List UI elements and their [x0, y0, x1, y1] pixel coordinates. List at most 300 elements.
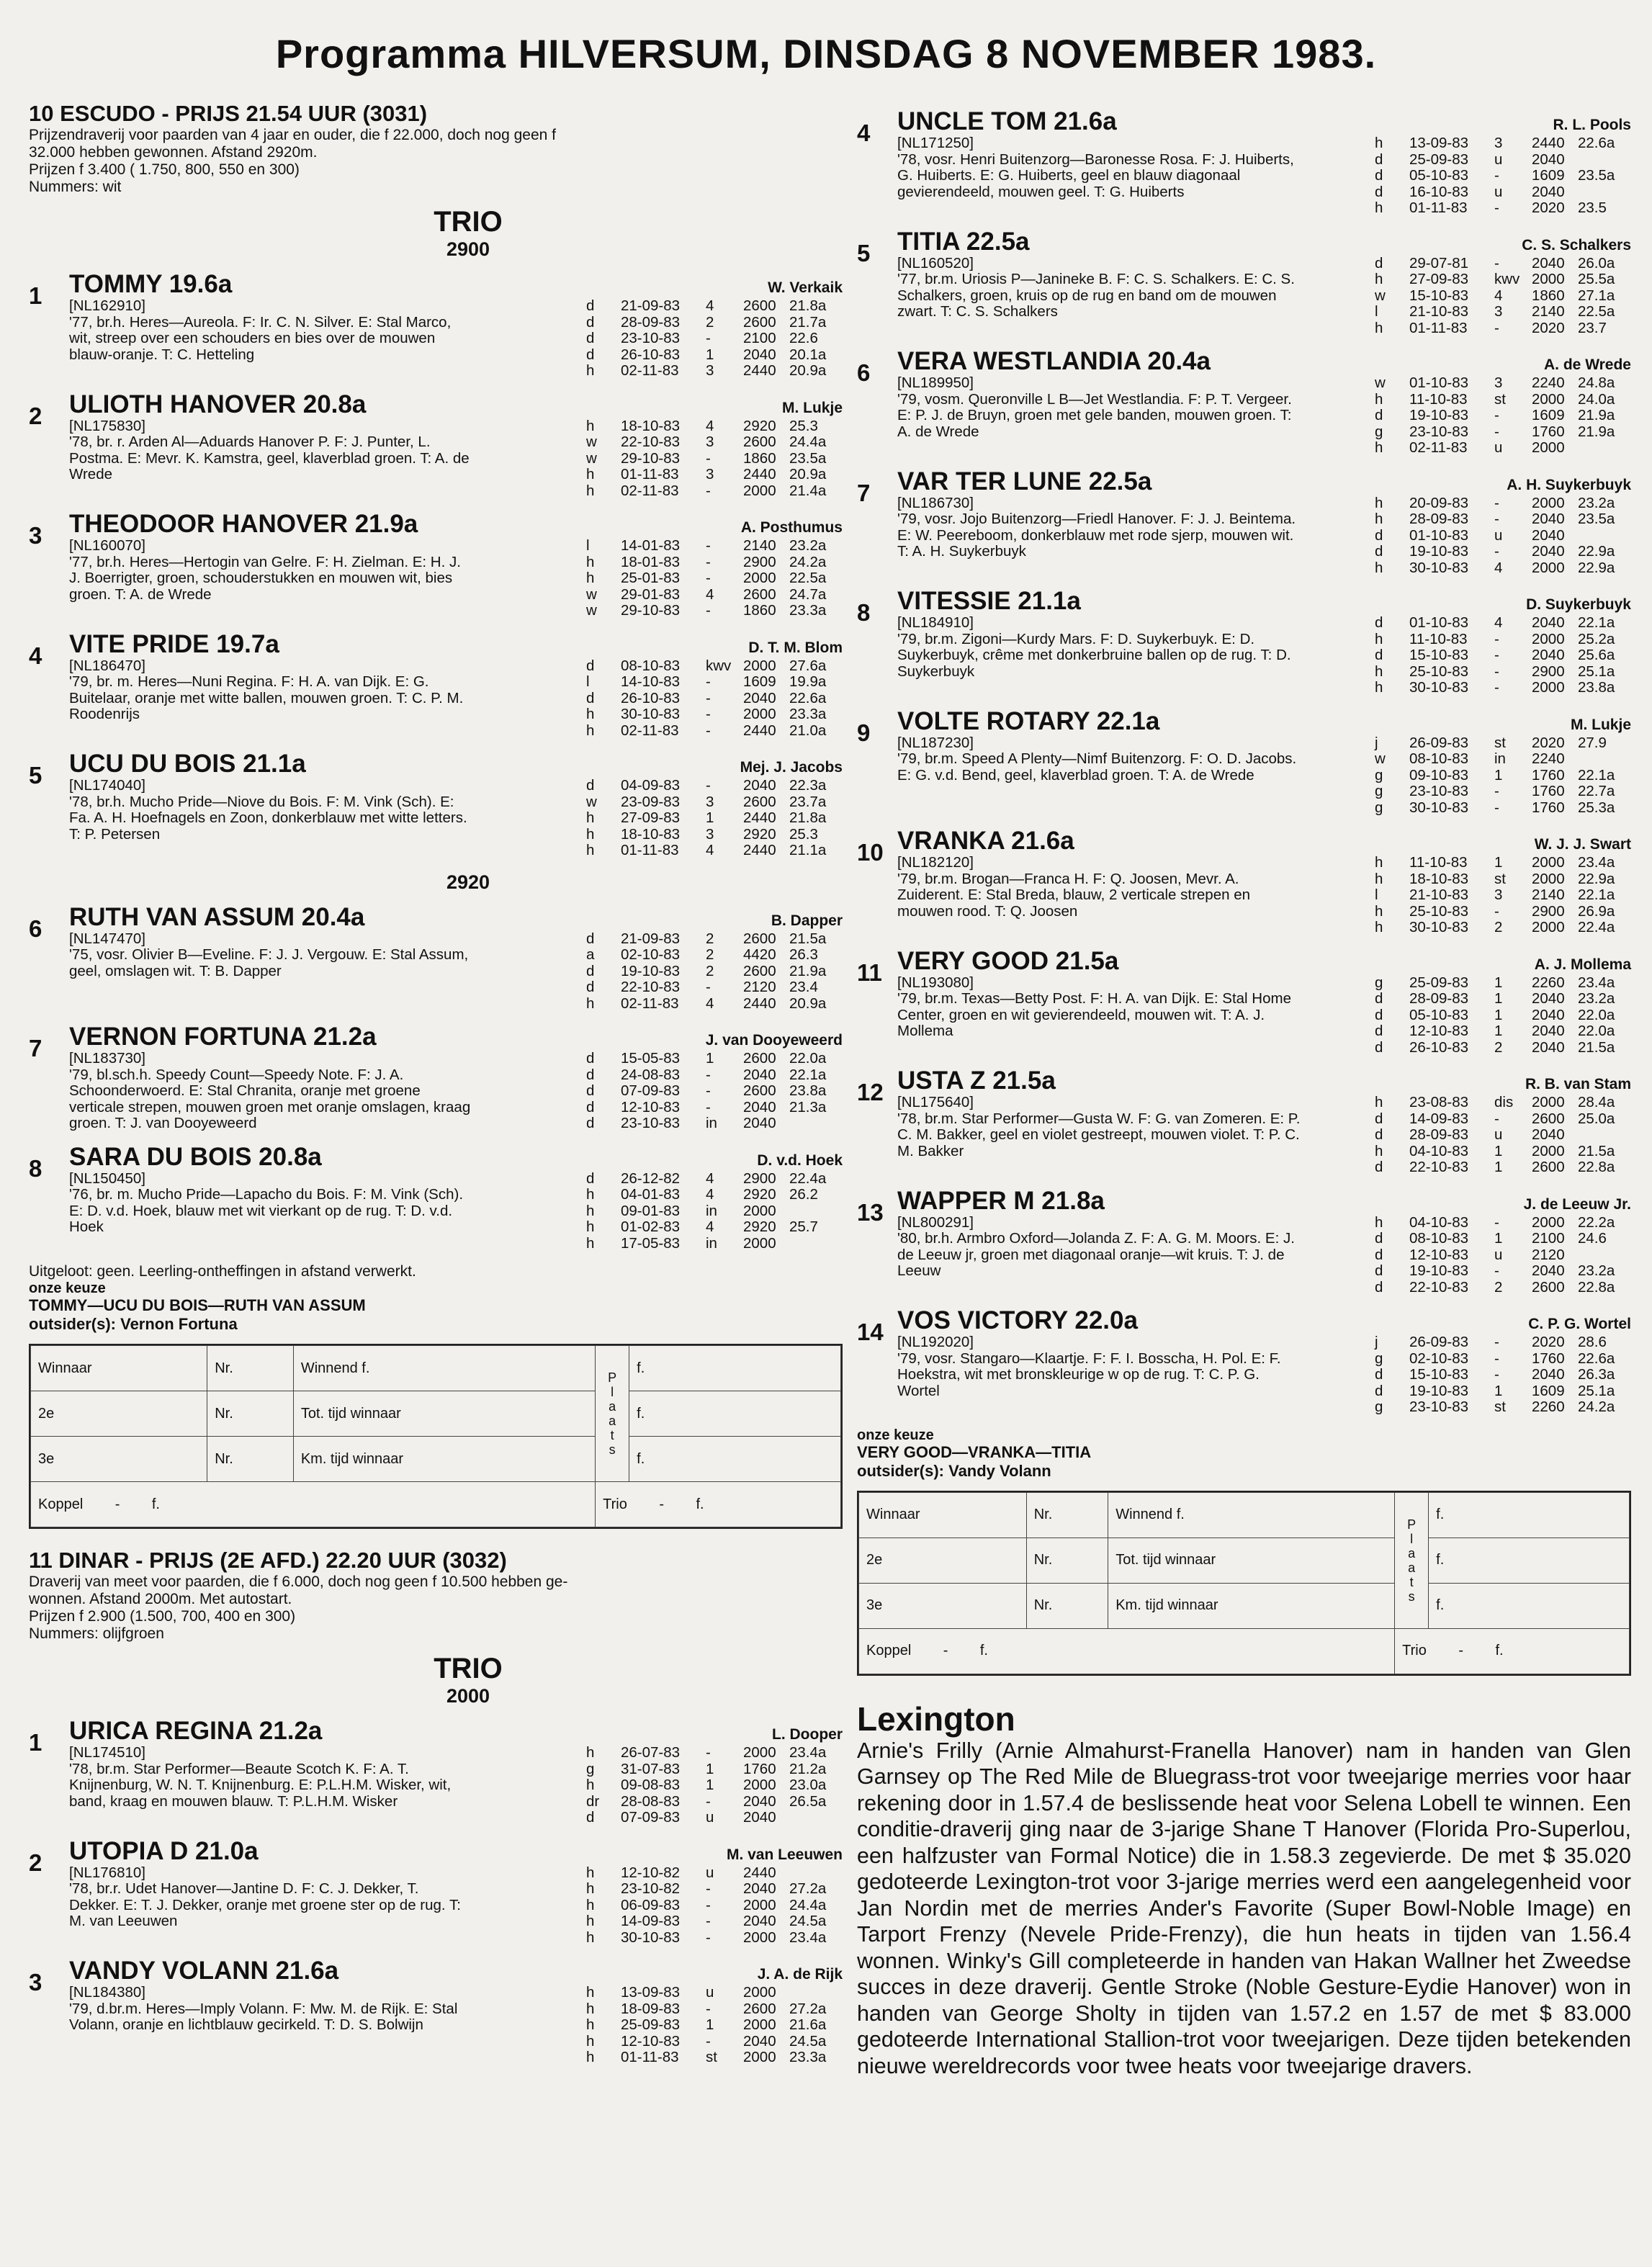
horse-description [897, 735, 1301, 817]
record-time: 20.9a [789, 995, 827, 1012]
horse-code: [NL175640] [897, 1094, 974, 1110]
record-track: h [586, 1896, 595, 1913]
record-time: 21.8a [789, 297, 827, 314]
horse-entry [857, 108, 1631, 217]
record-place: 3 [1494, 135, 1503, 151]
record-time: 24.5a [789, 2032, 827, 2050]
record-date: 17-05-83 [621, 1234, 681, 1252]
record-track: d [586, 1809, 595, 1826]
record-date: 22-10-83 [621, 434, 681, 450]
horse-trainer: W. Verkaik [768, 279, 843, 296]
horse-body [69, 778, 843, 859]
record-distance: 2600 [743, 962, 776, 979]
horse-description [69, 1745, 472, 1826]
record-track: d [586, 1066, 595, 1083]
record-track: h [586, 1984, 595, 2001]
record-row [1372, 288, 1631, 305]
record-place: 4 [706, 842, 714, 858]
record-track: d [586, 657, 595, 674]
horse-header [897, 1188, 1631, 1215]
record-distance: 2000 [743, 1234, 776, 1252]
horse-pedigree: '79, vosr. Jojo Buitenzorg—Friedl Hanover. F: J. J. Beintema. E: W. Peereboom, donkerblauw met rode sjerp, mouwen wit. T: A. H. Suykerbuyk [897, 511, 1296, 560]
horse-trainer: A. J. Mollema [1534, 956, 1631, 973]
record-date: 01-11-83 [1409, 199, 1468, 216]
record-distance: 2600 [743, 1082, 776, 1099]
record-row [1372, 1215, 1631, 1231]
horse-number: 7 [857, 479, 871, 506]
horse-name: TITIA 22.5a [897, 227, 1030, 256]
record-distance: 2040 [1532, 990, 1565, 1007]
derde-label: 3e [31, 1437, 207, 1482]
record-distance: 2000 [743, 482, 776, 499]
record-track: g [1375, 799, 1383, 816]
horse-number: 12 [857, 1079, 884, 1105]
record-date: 14-09-83 [1409, 1110, 1469, 1127]
record-distance: 2000 [1532, 494, 1565, 511]
distance-heading: 2000 [446, 1685, 490, 1707]
record-date: 26-12-82 [621, 1170, 681, 1187]
horse-pedigree: '78, vosr. Henri Buitenzorg—Baronesse Rosa. F: J. Huiberts, G. Huiberts. E: G. Huiberts, geel en blauw diagonaal gevierendeeld, mouwen geel. T: G. Huiberts [897, 151, 1294, 200]
race-description: Nummers: wit [29, 179, 122, 195]
record-date: 04-09-83 [621, 777, 681, 794]
horse-pedigree: '78, br.m. Star Performer—Gusta W. F: G. van Zomeren. E: P. C. M. Bakker, geel en violet gestreept, mouwen violet. T: P. C. M. Bakker [897, 1110, 1301, 1159]
record-distance: 2000 [743, 1202, 776, 1219]
horse-description [897, 1095, 1301, 1176]
record-row [1372, 855, 1631, 871]
record-distance: 2020 [1532, 319, 1565, 336]
record-date: 30-10-83 [1409, 919, 1469, 935]
record-place: - [706, 1896, 711, 1913]
horse-main [69, 1838, 843, 1947]
record-place: - [706, 1098, 711, 1115]
record-track: d [1375, 1230, 1383, 1247]
record-date: 04-01-83 [621, 1186, 681, 1203]
record-time: 25.0a [1578, 1110, 1615, 1127]
record-time: 22.9a [1578, 559, 1615, 576]
record-distance: 2000 [743, 1984, 776, 2001]
record-time [1575, 184, 1631, 201]
horse-trainer: C. P. G. Wortel [1528, 1316, 1631, 1332]
plaats-f3: f. [629, 1437, 841, 1482]
horse-main [69, 1144, 843, 1252]
record-distance: 2040 [1532, 1038, 1565, 1056]
horse-main [897, 708, 1631, 817]
horse-trainer: R. B. van Stam [1525, 1076, 1631, 1092]
horse-description [69, 778, 472, 859]
record-time: 27.2a [789, 2000, 827, 2017]
record-row [583, 778, 843, 794]
horse-number: 8 [29, 1154, 42, 1182]
record-distance: 2600 [743, 585, 776, 603]
record-distance: 2020 [1532, 199, 1565, 216]
record-date: 23-10-83 [621, 330, 681, 346]
horse-trainer: M. Lukje [1570, 716, 1631, 733]
record-time: 21.6a [789, 2016, 827, 2033]
record-row [583, 1083, 843, 1100]
record-row [1372, 664, 1631, 681]
record-date: 18-09-83 [621, 2000, 681, 2017]
record-distance: 1609 [1532, 1382, 1565, 1399]
record-date: 12-10-83 [621, 1098, 681, 1115]
record-track: d [586, 313, 595, 331]
record-distance: 2900 [1532, 663, 1565, 680]
record-track: h [1375, 559, 1383, 576]
record-time: 22.4a [1578, 919, 1615, 935]
record-row [1372, 200, 1631, 217]
record-date: 01-10-83 [1409, 526, 1469, 544]
record-date: 20-09-83 [1409, 494, 1469, 511]
record-time: 28.4a [1578, 1094, 1615, 1110]
horse-pedigree: '78, br. r. Arden Al—Aduards Hanover P. F: J. Punter, L. Postma. E: Mevr. K. Kamstra, geel, klaverblad groen. T: A. de Wrede [69, 434, 470, 482]
record-date: 04-10-83 [1409, 1142, 1469, 1159]
record-distance: 1760 [1532, 799, 1565, 816]
record-date: 15-10-83 [1409, 1366, 1469, 1383]
horse-description [69, 418, 472, 500]
tweede-label: 2e [859, 1537, 1027, 1583]
record-time: 21.4a [789, 482, 827, 499]
horse-body [897, 1334, 1631, 1416]
record-track: w [586, 434, 597, 450]
record-date: 30-10-83 [1409, 799, 1469, 816]
horse-description [897, 975, 1301, 1056]
record-distance: 2040 [1532, 647, 1565, 663]
horse-records [1372, 375, 1631, 457]
record-place: 1 [1494, 766, 1503, 784]
record-track: h [1375, 663, 1383, 680]
record-time: 28.6 [1578, 1334, 1607, 1350]
record-time [1575, 528, 1631, 544]
record-place: - [1494, 511, 1499, 527]
record-row [583, 723, 843, 740]
record-place: - [1494, 1110, 1499, 1127]
record-date: 25-10-83 [1409, 663, 1469, 680]
trio-cell: Trio - f. [596, 1482, 841, 1527]
record-place: u [1494, 183, 1503, 200]
horse-number: 6 [857, 359, 871, 386]
horse-name: UNCLE TOM 21.6a [897, 107, 1117, 135]
horse-entry [29, 391, 843, 500]
record-place: - [1494, 630, 1499, 647]
record-distance: 2600 [743, 313, 776, 331]
record-row [583, 363, 843, 380]
horse-pedigree: '78, br.r. Udet Hanover—Jantine D. F: C. J. Dekker, T. Dekker. E: T. J. Dekker, oranje met groene ster op de rug. T: M. van Leeuwen [69, 1880, 461, 1929]
horse-name: VRANKA 21.6a [897, 827, 1074, 855]
record-distance: 2260 [1532, 1399, 1565, 1415]
horse-entry [29, 1718, 843, 1826]
record-place: 4 [706, 1218, 714, 1235]
record-place: st [1494, 390, 1506, 408]
record-row [1372, 184, 1631, 201]
record-date: 15-10-83 [1409, 287, 1469, 304]
record-distance: 2020 [1532, 1334, 1565, 1350]
horse-code: [NL800291] [897, 1213, 974, 1231]
record-date: 19-10-83 [621, 962, 681, 979]
horse-header [69, 1718, 843, 1745]
horse-main [69, 271, 843, 380]
record-time: 22.5a [1578, 303, 1615, 320]
record-track: j [1375, 1334, 1378, 1350]
record-row [1372, 1383, 1631, 1400]
record-time: 23.4a [1578, 974, 1615, 991]
record-place: - [706, 777, 711, 794]
record-time: 21.5a [1578, 1142, 1615, 1159]
horse-description [69, 538, 472, 619]
record-time: 26.3 [789, 946, 818, 963]
record-track: d [1375, 526, 1383, 544]
record-track: h [586, 553, 595, 570]
horse-body [897, 135, 1631, 217]
record-row [583, 2050, 843, 2066]
record-distance: 1760 [1532, 766, 1565, 784]
horse-description [897, 135, 1301, 217]
record-track: h [586, 722, 595, 739]
record-place: 1 [1494, 990, 1503, 1007]
record-place: - [706, 330, 711, 346]
record-track: d [1375, 1110, 1383, 1127]
record-track: h [586, 825, 595, 843]
record-date: 26-10-83 [621, 689, 681, 706]
horse-code: [NL174510] [69, 1744, 146, 1761]
record-place: - [1494, 1262, 1499, 1279]
record-place: - [706, 1066, 711, 1083]
horse-header [897, 228, 1631, 256]
record-distance: 1860 [1532, 287, 1565, 304]
record-track: d [586, 1098, 595, 1115]
record-time [1575, 1127, 1631, 1144]
record-track: d [1375, 1159, 1383, 1175]
horse-number: 10 [857, 839, 884, 866]
record-track: w [586, 602, 597, 619]
record-distance: 2000 [1532, 271, 1565, 287]
record-distance: 2040 [1532, 543, 1565, 560]
record-row [1372, 735, 1631, 752]
record-distance: 2440 [743, 362, 776, 379]
record-row [1372, 168, 1631, 184]
horse-records [583, 1051, 843, 1132]
horse-number: 6 [29, 915, 42, 942]
record-date: 22-10-83 [1409, 1159, 1469, 1175]
record-place: - [706, 537, 711, 554]
record-track: d [1375, 990, 1383, 1007]
record-row [1372, 1351, 1631, 1368]
record-time: 24.2a [789, 553, 827, 570]
record-row [1372, 1367, 1631, 1383]
record-time: 22.0a [789, 1050, 827, 1067]
horse-entry [29, 1023, 843, 1132]
horse-pedigree: '79, br.m. Texas—Betty Post. F: H. A. van Dijk. E: Stal Home Center, groen en wit gevierendeeld, mouwen wit. T: A. J. Mollema [897, 990, 1291, 1039]
horse-body [69, 418, 843, 500]
record-distance: 2040 [743, 1115, 776, 1131]
record-time: 21.1a [789, 842, 827, 858]
record-time: 21.9a [1578, 423, 1615, 440]
horse-code: [NL174040] [69, 777, 146, 794]
record-distance: 2000 [743, 657, 776, 674]
record-track: h [1375, 135, 1383, 151]
record-track: d [586, 930, 595, 947]
record-track: d [586, 297, 595, 314]
record-date: 09-01-83 [621, 1202, 681, 1219]
horse-header [897, 1067, 1631, 1095]
record-row [583, 1219, 843, 1236]
horse-pedigree: '79, vosm. Queronville L B—Jet Westlandia. F: P. T. Vergeer. E: P. J. de Bruyn, groen met gele banden, mouwen groen. T: A. de Wrede [897, 390, 1292, 440]
record-row [1372, 1144, 1631, 1160]
race-description: wonnen. Afstand 2000m. Met autostart. [29, 1591, 292, 1607]
nr-label: Nr. [1026, 1583, 1108, 1628]
horse-header [897, 708, 1631, 735]
record-distance: 2900 [743, 553, 776, 570]
horse-header [69, 1838, 843, 1865]
horse-description [69, 1985, 472, 2066]
record-row [583, 1187, 843, 1203]
record-time: 22.1a [1578, 766, 1615, 784]
horse-number: 5 [29, 762, 42, 789]
record-time: 27.6a [789, 657, 827, 674]
record-row [1372, 1334, 1631, 1351]
record-date: 11-10-83 [1409, 390, 1468, 408]
record-place: 1 [706, 1777, 714, 1793]
plaats-f2: f. [1429, 1537, 1630, 1583]
record-distance: 2040 [1532, 1006, 1565, 1023]
horse-entry [857, 1307, 1631, 1416]
record-time [1575, 440, 1631, 457]
horse-records [1372, 975, 1631, 1056]
record-distance: 2440 [1532, 135, 1565, 151]
record-date: 19-10-83 [1409, 543, 1469, 560]
plaats-f1: f. [629, 1346, 841, 1391]
record-row [583, 1100, 843, 1116]
plaats-label: P l a a t s [1395, 1492, 1429, 1628]
record-date: 24-08-83 [621, 1066, 681, 1083]
record-track: w [1375, 750, 1386, 767]
record-place: 4 [706, 297, 714, 314]
record-distance: 2920 [743, 417, 776, 434]
record-date: 01-10-83 [1409, 374, 1469, 391]
record-date: 23-10-82 [621, 1880, 681, 1897]
horse-code: [NL182120] [897, 854, 974, 871]
horse-records [1372, 495, 1631, 577]
right-column [857, 108, 1631, 2079]
record-row [583, 691, 843, 707]
horse-main [897, 468, 1631, 577]
record-track: h [1375, 199, 1383, 216]
record-track: d [586, 346, 595, 363]
horse-name: VITE PRIDE 19.7a [69, 629, 279, 658]
record-date: 08-10-83 [1409, 750, 1469, 767]
record-place: - [1494, 1366, 1499, 1383]
horse-records [583, 931, 843, 1013]
record-date: 11-10-83 [1409, 854, 1468, 871]
record-track: d [1375, 167, 1383, 184]
plaats-f1: f. [1429, 1492, 1630, 1537]
record-time [786, 1115, 843, 1132]
record-time: 23.4a [789, 1929, 827, 1946]
record-place: - [1494, 1213, 1499, 1231]
record-place: - [1494, 167, 1499, 184]
record-row [1372, 424, 1631, 441]
record-distance: 2040 [743, 1098, 776, 1115]
horse-pedigree: '79, br.m. Zigoni—Kurdy Mars. F: D. Suykerbuyk. E: D. Suykerbuyk, crême met donkerbruine ballen op de rug. T: D. Suykerbuyk [897, 630, 1291, 680]
record-row [583, 2001, 843, 2018]
record-time: 25.6a [1578, 647, 1615, 663]
horse-main [897, 108, 1631, 217]
record-date: 16-10-83 [1409, 183, 1469, 200]
record-date: 01-11-83 [621, 466, 679, 482]
result-form [857, 1491, 1631, 1676]
horse-code: [NL189950] [897, 374, 974, 391]
nr-label: Nr. [207, 1391, 294, 1437]
record-place: 2 [706, 930, 714, 947]
record-place: u [1494, 439, 1503, 456]
horse-header [897, 348, 1631, 375]
record-distance: 2600 [1532, 1278, 1565, 1296]
horse-header [69, 1023, 843, 1051]
record-row [583, 298, 843, 315]
record-date: 25-09-83 [1409, 151, 1469, 168]
record-date: 01-11-83 [1409, 319, 1468, 336]
record-track: h [1375, 854, 1383, 871]
record-distance: 2140 [1532, 303, 1565, 320]
record-row [1372, 1095, 1631, 1111]
record-row [1372, 871, 1631, 888]
horse-entry [29, 750, 843, 859]
horse-trainer: L. Dooper [772, 1726, 843, 1743]
record-distance: 2040 [743, 1880, 776, 1897]
record-place: st [1494, 1399, 1506, 1415]
record-track: d [1375, 1126, 1383, 1143]
record-time: 27.9 [1578, 734, 1607, 751]
record-track: h [1375, 1094, 1383, 1110]
record-place: st [1494, 870, 1506, 887]
record-row [583, 1985, 843, 2001]
record-place: - [706, 1082, 711, 1099]
record-place: in [706, 1115, 717, 1131]
record-row [583, 347, 843, 364]
horse-number: 14 [857, 1319, 884, 1345]
record-distance: 2040 [743, 1913, 776, 1929]
horse-pedigree: '76, br. m. Mucho Pride—Lapacho du Bois. F: M. Vink (Sch). E: D. v.d. Hoek, blauw met wit vierkant op de rug. T: D. v.d. Hoek [69, 1186, 464, 1235]
record-time: 20.1a [789, 346, 827, 363]
record-place: u [1494, 1246, 1503, 1263]
horse-pedigree: '79, bl.sch.h. Speedy Count—Speedy Note. F: J. A. Schoonderwoerd. E: Stal Chranita, oranje met groene verticale strepen, mouwen groen met oranje omslagen, kraag groen. T: J. van Dooyeweerd [69, 1066, 471, 1131]
horse-body [897, 855, 1631, 936]
record-time [786, 1203, 843, 1220]
horse-description [897, 615, 1301, 696]
record-place: 3 [1494, 374, 1503, 391]
record-time: 24.0a [1578, 390, 1615, 408]
record-place: - [706, 449, 711, 467]
record-date: 18-10-83 [621, 417, 681, 434]
record-place: u [706, 1984, 714, 2001]
result-row [859, 1583, 1630, 1628]
horse-main [897, 348, 1631, 457]
derde-label: 3e [859, 1583, 1027, 1628]
record-time: 20.9a [789, 466, 827, 482]
record-track: h [586, 995, 595, 1012]
horse-pedigree: '79, vosr. Stangaro—Klaartje. F: F. I. Bosscha, H. Pol. E: F. Hoekstra, wit met bronskleurige w op de rug. T: C. P. G. Wortel [897, 1350, 1281, 1399]
record-time [1575, 152, 1631, 169]
record-time: 23.4a [1578, 854, 1615, 871]
record-place: in [1494, 750, 1506, 767]
record-distance: 2440 [743, 809, 776, 826]
record-date: 28-09-83 [1409, 990, 1469, 1007]
record-row [583, 1777, 843, 1794]
record-place: st [706, 2049, 717, 2065]
record-distance: 2100 [743, 330, 776, 346]
horse-main [69, 1718, 843, 1826]
record-row [583, 1051, 843, 1067]
horse-pedigree: '80, br.h. Armbro Oxford—Jolanda Z. F: A. G. M. Moors. E: J. de Leeuw jr, groen met diagonaal oranje—wit kruis. T: J. de Leeuw [897, 1230, 1295, 1279]
horse-records [583, 658, 843, 740]
